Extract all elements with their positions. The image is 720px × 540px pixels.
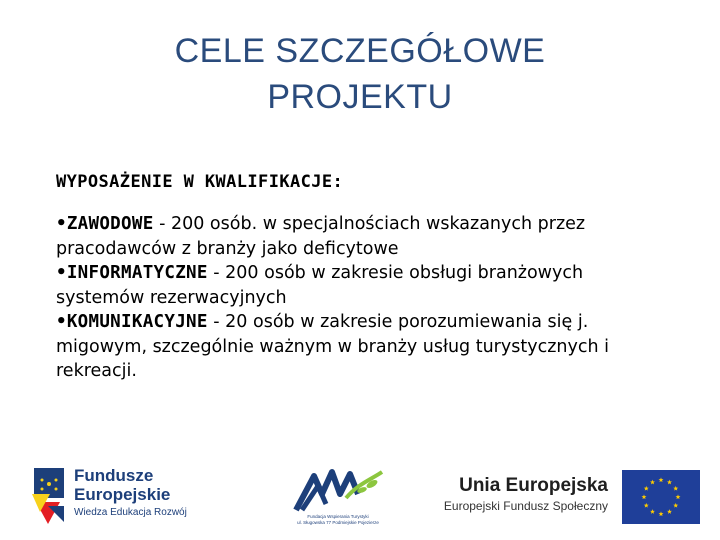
foundation-logo-icon (288, 464, 388, 514)
fundusze-europejskie-text (74, 466, 187, 520)
fe-line-1: Fundusze (74, 466, 154, 485)
fundusze-europejskie-logo (30, 460, 190, 530)
bullet-text: - 20 osób w zakresie porozumiewania się j. migowym, szczególnie ważnym w branży usług turystycznych i rekreacji. (56, 312, 609, 381)
bullet-marker: • (56, 263, 67, 283)
foundation-logo (288, 464, 388, 530)
foundation-caption-line-1: Fundacja Wspierania Turystyki (307, 514, 369, 519)
bullet-list (56, 212, 676, 384)
slide-title (0, 28, 720, 120)
title-line-1: CELE SZCZEGÓŁOWE (174, 32, 546, 70)
bullet-item-informatyczne (56, 261, 676, 310)
foundation-caption (288, 514, 388, 526)
slide-content (56, 172, 676, 384)
title-line-2: PROJEKTU (267, 78, 453, 116)
fe-line-2: Europejskie (74, 485, 171, 504)
fe-line-3: Wiedza Edukacja Rozwój (74, 507, 187, 518)
foundation-caption-line-2: ul. Sługowska 77 Podmiejskie Pojezierze (297, 520, 379, 525)
bullet-marker: • (56, 214, 67, 234)
fundusze-europejskie-emblem-icon (30, 462, 70, 528)
bullet-marker: • (56, 312, 67, 332)
ue-line-1: Unia Europejska (459, 475, 608, 496)
footer-logos (0, 450, 720, 540)
bullet-item-komunikacyjne (56, 310, 676, 384)
bullet-text: - 200 osób. w specjalnościach wskazanych przez pracodawców z branży jako deficytowe (56, 214, 586, 259)
eu-flag-icon (622, 470, 700, 524)
bullet-text: - 200 osób w zakresie obsługi branżowych systemów rezerwacyjnych (56, 263, 584, 308)
ue-line-2: Europejski Fundusz Społeczny (443, 499, 608, 513)
bullet-lead: ZAWODOWE (66, 214, 154, 234)
bullet-lead: INFORMATYCZNE (66, 263, 208, 283)
bullet-item-zawodowe (56, 212, 676, 261)
subheading: WYPOSAŻENIE W KWALIFIKACJE: (56, 172, 344, 192)
bullet-lead: KOMUNIKACYJNE (66, 312, 208, 332)
unia-europejska-text (436, 474, 608, 514)
